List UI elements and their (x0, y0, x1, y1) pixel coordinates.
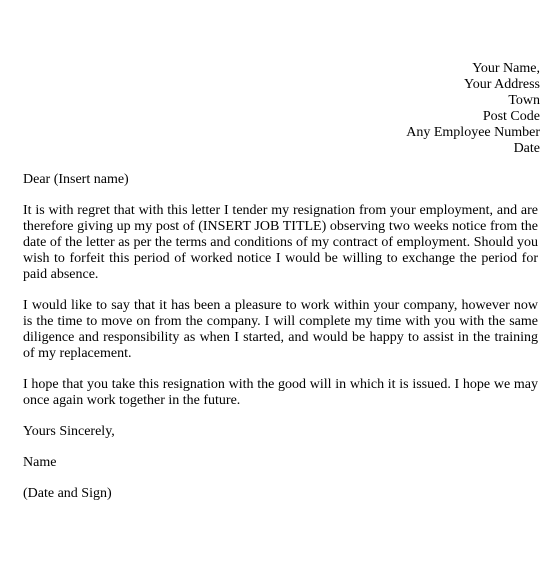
sender-date: Date (513, 141, 540, 156)
closing: Yours Sincerely, (23, 424, 115, 439)
signer-name: Name (23, 455, 57, 470)
date-and-sign: (Date and Sign) (23, 486, 112, 501)
letter-body (23, 172, 538, 517)
sender-address: Your Address (464, 77, 540, 92)
sender-employee-number: Any Employee Number (406, 125, 540, 140)
paragraph-goodwill: I hope that you take this resignation with the good will in which it is issued. I hope we may once again work together in the future. (23, 377, 538, 408)
sender-name: Your Name, (472, 61, 540, 76)
paragraph-resignation: It is with regret that with this letter I tender my resignation from your employment, and are therefore giving up my post of (INSERT JOB TITLE) observing two weeks notice from the date of the letter as per the terms and conditions of my contract of employment. Should you wish to forfeit this period of worked notice I would be willing to exchange the period for paid absence. (23, 203, 538, 282)
sender-address-block (406, 61, 540, 157)
salutation: Dear (Insert name) (23, 172, 129, 187)
paragraph-appreciation: I would like to say that it has been a pleasure to work within your company, however now is the time to move on from the company. I will complete my time with you with the same diligence and responsibility as when I started, and would be happy to assist in the training of my replacement. (23, 298, 538, 361)
sender-post-code: Post Code (482, 109, 540, 124)
sender-town: Town (508, 93, 540, 108)
